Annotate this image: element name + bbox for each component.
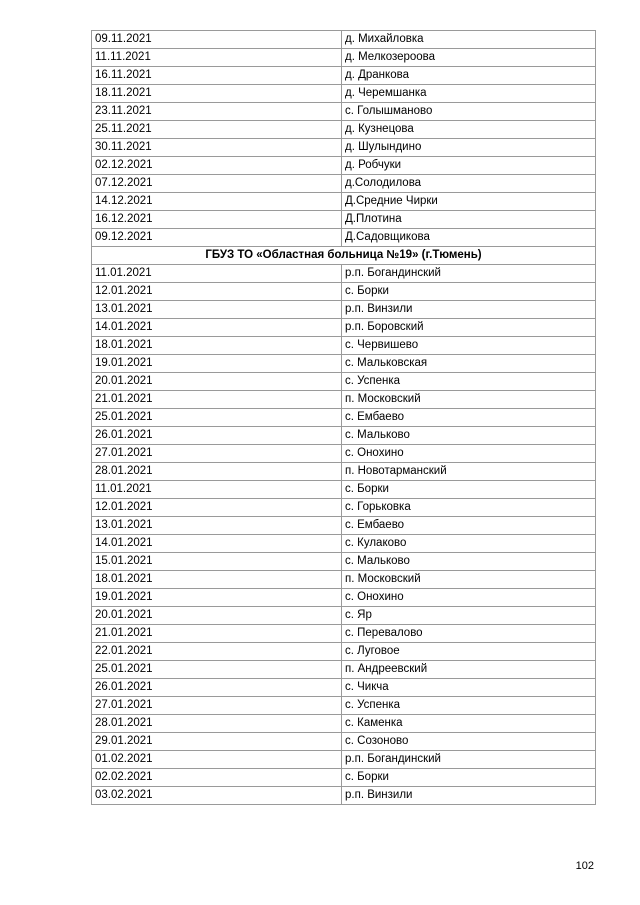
location-cell: с. Голышманово <box>342 103 596 121</box>
date-cell: 11.11.2021 <box>92 49 342 67</box>
location-cell: с. Ембаево <box>342 409 596 427</box>
date-cell: 20.01.2021 <box>92 373 342 391</box>
location-cell: с. Горьковка <box>342 499 596 517</box>
table-row <box>92 715 596 733</box>
date-cell: 22.01.2021 <box>92 643 342 661</box>
table-row <box>92 373 596 391</box>
date-cell: 27.01.2021 <box>92 445 342 463</box>
location-cell: д.Солодилова <box>342 175 596 193</box>
table-row <box>92 103 596 121</box>
location-cell: с. Успенка <box>342 697 596 715</box>
location-cell: д. Мелкозероова <box>342 49 596 67</box>
table-row <box>92 679 596 697</box>
date-cell: 14.12.2021 <box>92 193 342 211</box>
table-row <box>92 571 596 589</box>
date-cell: 19.01.2021 <box>92 355 342 373</box>
date-cell: 18.11.2021 <box>92 85 342 103</box>
table-row <box>92 427 596 445</box>
date-cell: 13.01.2021 <box>92 301 342 319</box>
table-row <box>92 625 596 643</box>
date-cell: 12.01.2021 <box>92 499 342 517</box>
table-row <box>92 31 596 49</box>
date-cell: 16.12.2021 <box>92 211 342 229</box>
table-row <box>92 49 596 67</box>
location-cell: д. Дранкова <box>342 67 596 85</box>
table-row <box>92 769 596 787</box>
table-row <box>92 517 596 535</box>
location-cell: с. Каменка <box>342 715 596 733</box>
date-cell: 20.01.2021 <box>92 607 342 625</box>
location-cell: п. Московский <box>342 571 596 589</box>
location-cell: с. Яр <box>342 607 596 625</box>
table-row <box>92 481 596 499</box>
table-row <box>92 463 596 481</box>
page-number: 102 <box>575 860 594 872</box>
date-cell: 02.12.2021 <box>92 157 342 175</box>
table-row <box>92 211 596 229</box>
date-cell: 27.01.2021 <box>92 697 342 715</box>
date-cell: 15.01.2021 <box>92 553 342 571</box>
date-cell: 25.11.2021 <box>92 121 342 139</box>
location-cell: с. Луговое <box>342 643 596 661</box>
table-row <box>92 301 596 319</box>
date-cell: 26.01.2021 <box>92 679 342 697</box>
table-row <box>92 67 596 85</box>
date-cell: 11.01.2021 <box>92 481 342 499</box>
location-cell: д. Шулындино <box>342 139 596 157</box>
date-cell: 21.01.2021 <box>92 391 342 409</box>
date-cell: 26.01.2021 <box>92 427 342 445</box>
table-row <box>92 121 596 139</box>
table-row <box>92 535 596 553</box>
location-cell: д. Михайловка <box>342 31 596 49</box>
table-row <box>92 751 596 769</box>
location-cell: д. Кузнецова <box>342 121 596 139</box>
date-cell: 28.01.2021 <box>92 715 342 733</box>
date-cell: 07.12.2021 <box>92 175 342 193</box>
date-cell: 02.02.2021 <box>92 769 342 787</box>
date-cell: 13.01.2021 <box>92 517 342 535</box>
date-cell: 14.01.2021 <box>92 319 342 337</box>
location-cell: с. Созоново <box>342 733 596 751</box>
location-cell: с. Мальково <box>342 427 596 445</box>
location-cell: д. Робчуки <box>342 157 596 175</box>
location-cell: с. Червишево <box>342 337 596 355</box>
date-cell: 23.11.2021 <box>92 103 342 121</box>
table-row <box>92 787 596 805</box>
location-cell: с. Борки <box>342 481 596 499</box>
location-cell: р.п. Винзили <box>342 787 596 805</box>
date-cell: 30.11.2021 <box>92 139 342 157</box>
table-row <box>92 553 596 571</box>
location-cell: п. Московский <box>342 391 596 409</box>
location-cell: с. Борки <box>342 283 596 301</box>
location-cell: с. Чикча <box>342 679 596 697</box>
date-cell: 12.01.2021 <box>92 283 342 301</box>
table-row <box>92 409 596 427</box>
location-cell: п. Новотарманский <box>342 463 596 481</box>
date-cell: 28.01.2021 <box>92 463 342 481</box>
table-row <box>92 283 596 301</box>
date-cell: 03.02.2021 <box>92 787 342 805</box>
table-row <box>92 229 596 247</box>
table-row <box>92 85 596 103</box>
location-cell: р.п. Богандинский <box>342 751 596 769</box>
location-cell: р.п. Винзили <box>342 301 596 319</box>
table-row <box>92 157 596 175</box>
date-cell: 01.02.2021 <box>92 751 342 769</box>
date-cell: 18.01.2021 <box>92 337 342 355</box>
location-cell: с. Борки <box>342 769 596 787</box>
table-row <box>92 175 596 193</box>
table-row <box>92 139 596 157</box>
table-row <box>92 319 596 337</box>
location-cell: с. Онохино <box>342 445 596 463</box>
location-cell: с. Мальковская <box>342 355 596 373</box>
location-cell: с. Мальково <box>342 553 596 571</box>
table-row <box>92 391 596 409</box>
table-row <box>92 193 596 211</box>
date-cell: 25.01.2021 <box>92 661 342 679</box>
date-cell: 09.12.2021 <box>92 229 342 247</box>
date-cell: 18.01.2021 <box>92 571 342 589</box>
table-row <box>92 589 596 607</box>
location-cell: с. Ембаево <box>342 517 596 535</box>
location-cell: п. Андреевский <box>342 661 596 679</box>
table-row <box>92 661 596 679</box>
location-cell: р.п. Богандинский <box>342 265 596 283</box>
location-cell: р.п. Боровский <box>342 319 596 337</box>
section-title: ГБУЗ ТО «Областная больница №19» (г.Тюмень) <box>92 247 596 265</box>
table-row <box>92 697 596 715</box>
date-cell: 25.01.2021 <box>92 409 342 427</box>
table-row <box>92 445 596 463</box>
table-row <box>92 733 596 751</box>
schedule-table-body <box>92 31 596 805</box>
location-cell: д. Черемшанка <box>342 85 596 103</box>
section-header-row <box>92 247 596 265</box>
table-row <box>92 643 596 661</box>
location-cell: с. Онохино <box>342 589 596 607</box>
table-row <box>92 355 596 373</box>
date-cell: 21.01.2021 <box>92 625 342 643</box>
date-cell: 09.11.2021 <box>92 31 342 49</box>
date-cell: 16.11.2021 <box>92 67 342 85</box>
table-row <box>92 265 596 283</box>
date-cell: 19.01.2021 <box>92 589 342 607</box>
date-cell: 14.01.2021 <box>92 535 342 553</box>
location-cell: с. Успенка <box>342 373 596 391</box>
schedule-table <box>91 30 596 805</box>
location-cell: Д.Садовщикова <box>342 229 596 247</box>
location-cell: Д.Плотина <box>342 211 596 229</box>
table-row <box>92 607 596 625</box>
location-cell: Д.Средние Чирки <box>342 193 596 211</box>
table-row <box>92 337 596 355</box>
table-row <box>92 499 596 517</box>
date-cell: 29.01.2021 <box>92 733 342 751</box>
location-cell: с. Кулаково <box>342 535 596 553</box>
location-cell: с. Перевалово <box>342 625 596 643</box>
date-cell: 11.01.2021 <box>92 265 342 283</box>
